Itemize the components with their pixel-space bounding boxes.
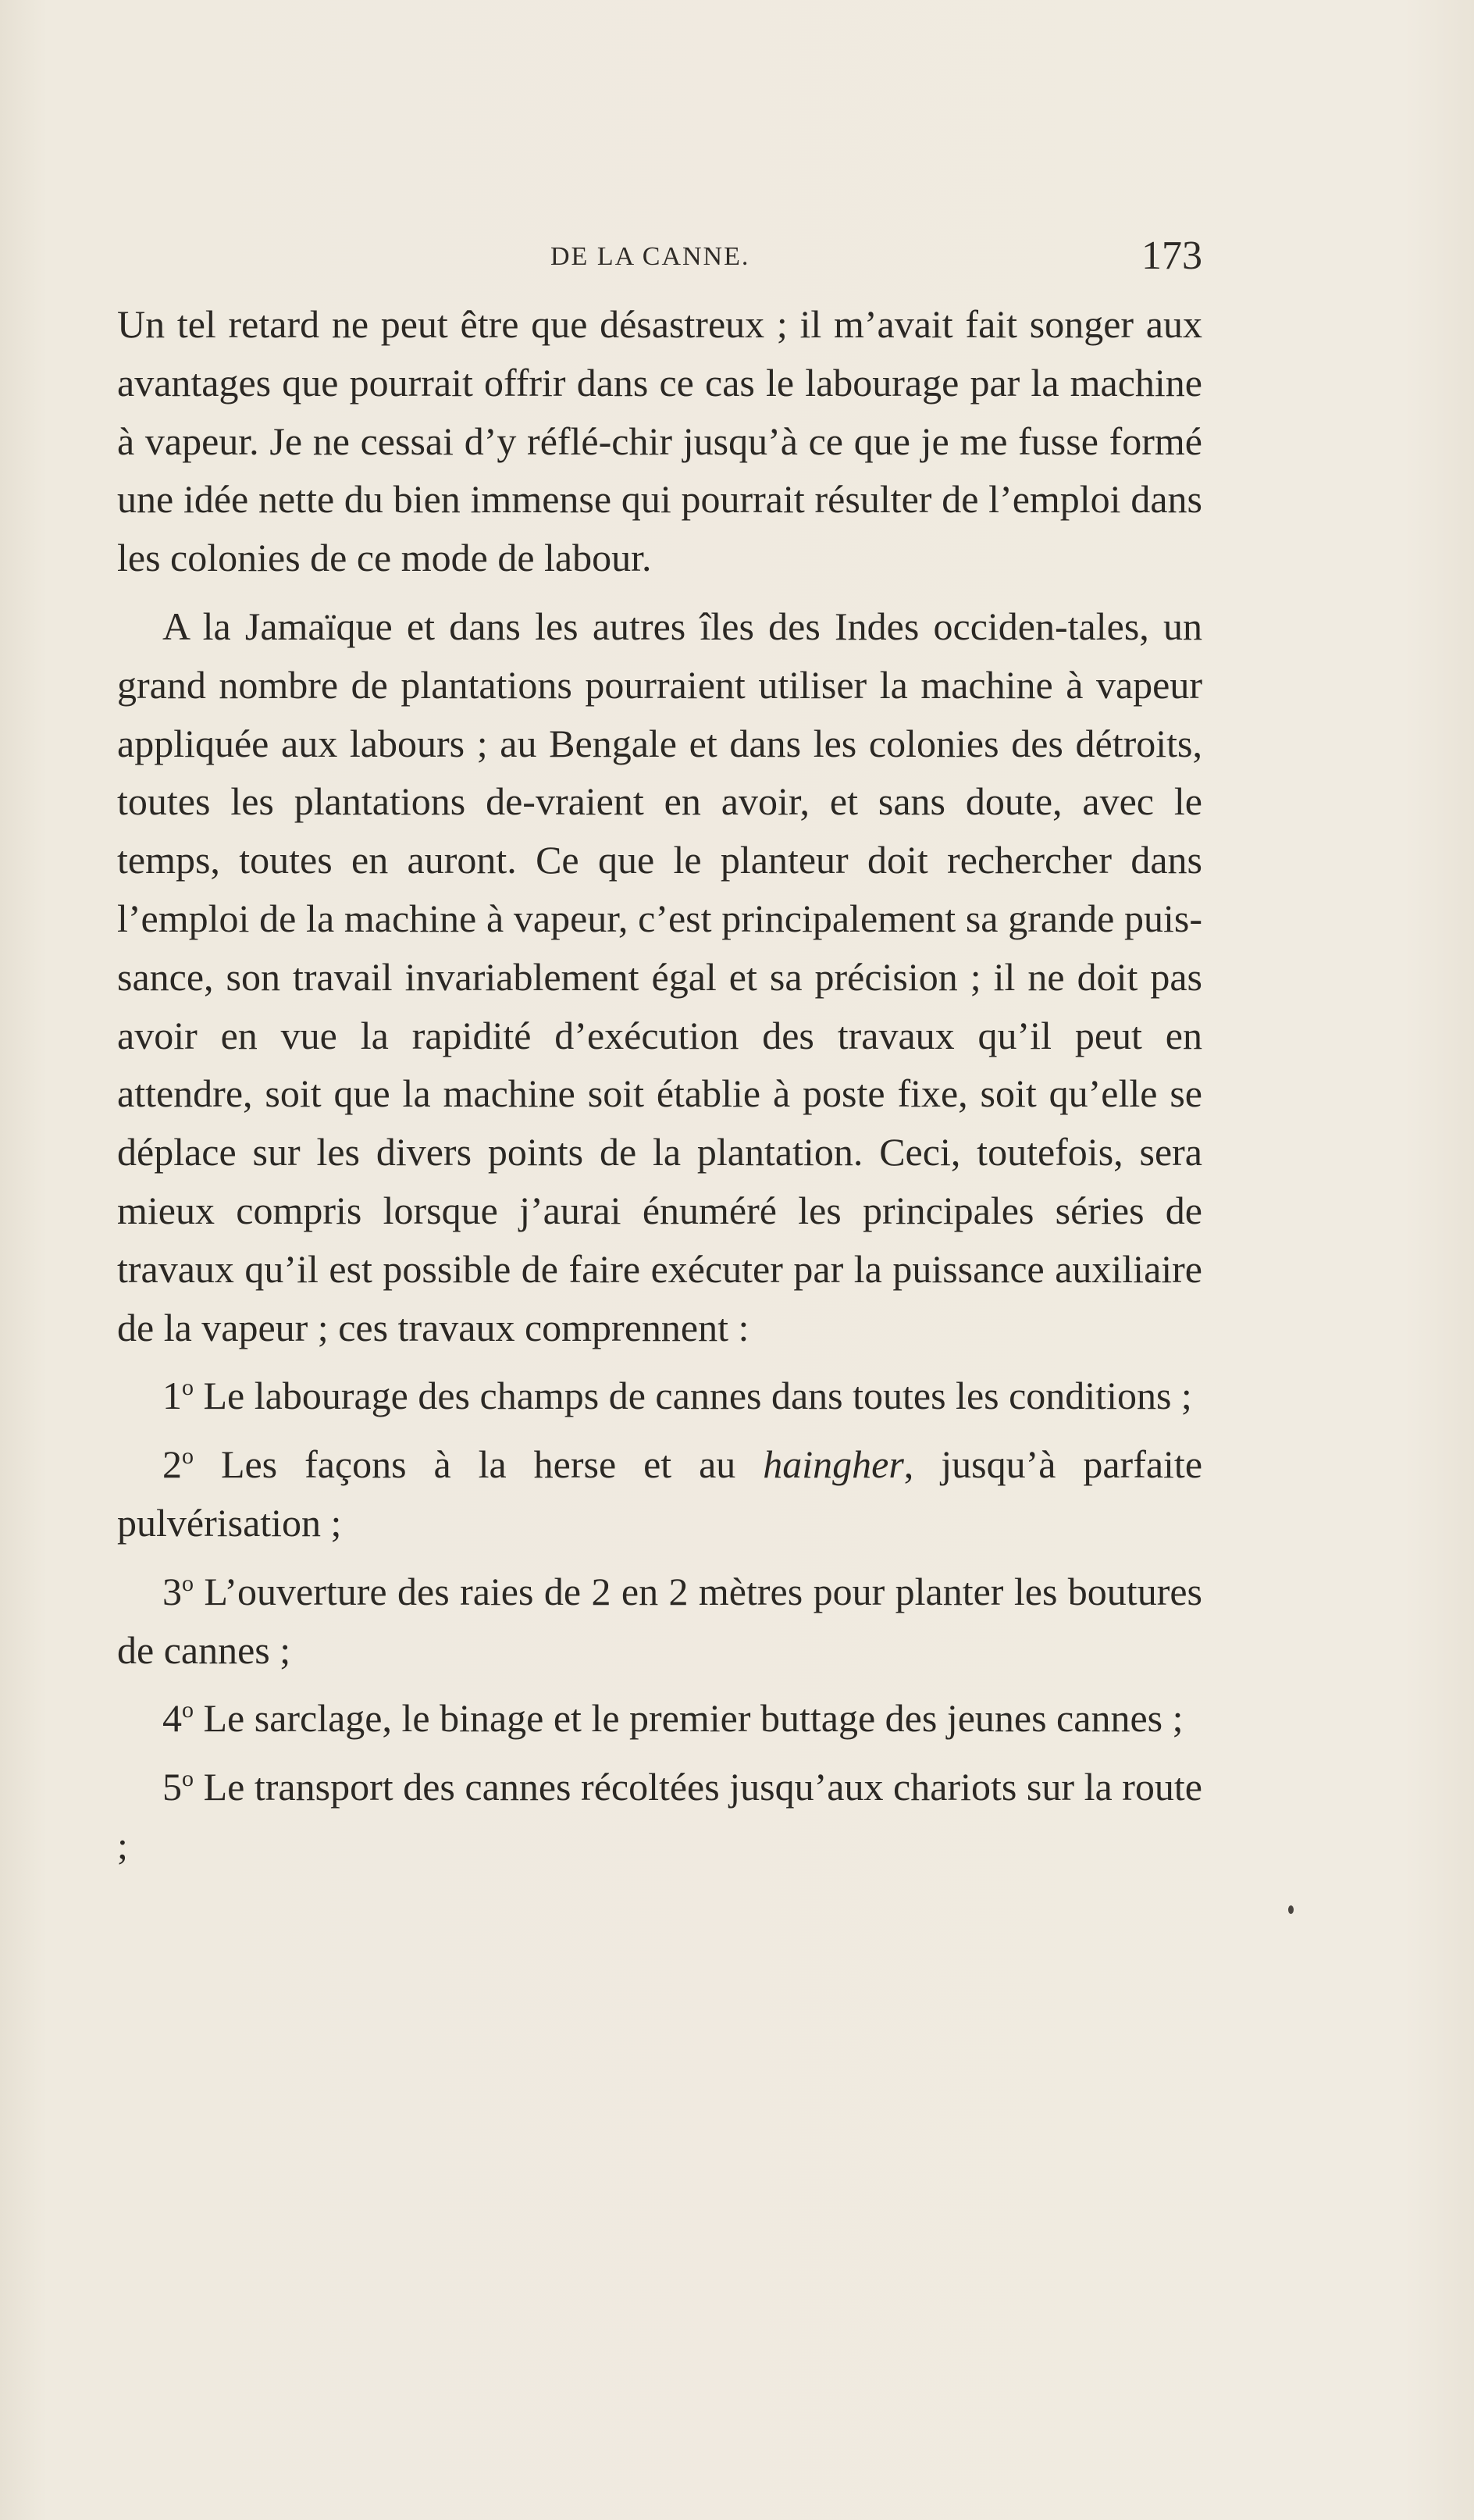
- item-text: Les façons à la herse et au: [220, 1442, 764, 1487]
- degree-mark: o: [182, 1570, 194, 1596]
- running-title: DE LA CANNE.: [550, 242, 750, 271]
- degree-mark: o: [182, 1443, 194, 1470]
- list-item-4: [117, 1689, 1202, 1748]
- list-item-5: [117, 1758, 1202, 1875]
- item-number: 5: [162, 1765, 182, 1809]
- list-item-3: [117, 1563, 1202, 1680]
- paragraph-2: A la Jamaïque et dans les autres îles des Indes occiden-tales, un grand nombre de plantations pourraient utiliser la machine à vapeur appliquée aux labours ; au Bengale et dans les colonies des détroits, toutes les plantations de-vraient en avoir, et sans doute, avec le temps, toutes en auront. Ce que le planteur doit rechercher dans l’emploi de la machine à vapeur, c’est principalement sa grande puis-sance, son travail invariablement égal et sa précision ; il ne doit pas avoir en vue la rapidité d’exécution des travaux qu’il peut en attendre, soit que la machine soit établie à poste fixe, soit qu’elle se déplace sur les divers points de la plantation. Ceci, toutefois, sera mieux compris lorsque j’aurai énuméré les principales séries de travaux qu’il est possible de faire exécuter par la puissance auxiliaire de la vapeur ; ces travaux comprennent :: [117, 604, 1202, 1349]
- list-item-2: [117, 1435, 1202, 1552]
- item-number: 2: [162, 1442, 182, 1487]
- running-head: [117, 233, 1202, 280]
- item-text-after: , jusqu’à parfaite pulvérisation ;: [117, 1442, 1203, 1545]
- degree-mark: o: [182, 1766, 194, 1792]
- item-text: Le transport des cannes récoltées jusqu’aux chariots sur la route ;: [117, 1765, 1202, 1867]
- item-text: L’ouverture des raies de 2 en 2 mètres pour planter les boutures de cannes ;: [117, 1569, 1202, 1672]
- body-text: [117, 295, 1202, 1875]
- list-item-1: [117, 1367, 1202, 1425]
- item-number: 1: [162, 1374, 182, 1418]
- degree-mark: o: [182, 1697, 194, 1723]
- item-number: 4: [162, 1696, 182, 1741]
- page-number: 173: [1141, 233, 1202, 278]
- degree-mark: o: [182, 1374, 194, 1401]
- item-text: Le sarclage, le binage et le premier buttage des jeunes cannes ;: [203, 1696, 1184, 1741]
- paragraph-1: Un tel retard ne peut être que désastreux ; il m’avait fait songer aux avantages que pourrait offrir dans ce cas le labourage par la machine à vapeur. Je ne cessai d’y réflé-chir jusqu’à ce que je me fusse formé une idée nette du bien immense qui pourrait résulter de l’emploi dans les colonies de ce mode de labour.: [117, 302, 1202, 580]
- item-text-italic: haingher: [763, 1442, 904, 1487]
- item-text: Le labourage des champs de cannes dans toutes les conditions ;: [203, 1374, 1192, 1418]
- ink-speck: [1288, 1905, 1294, 1914]
- item-number: 3: [162, 1569, 182, 1613]
